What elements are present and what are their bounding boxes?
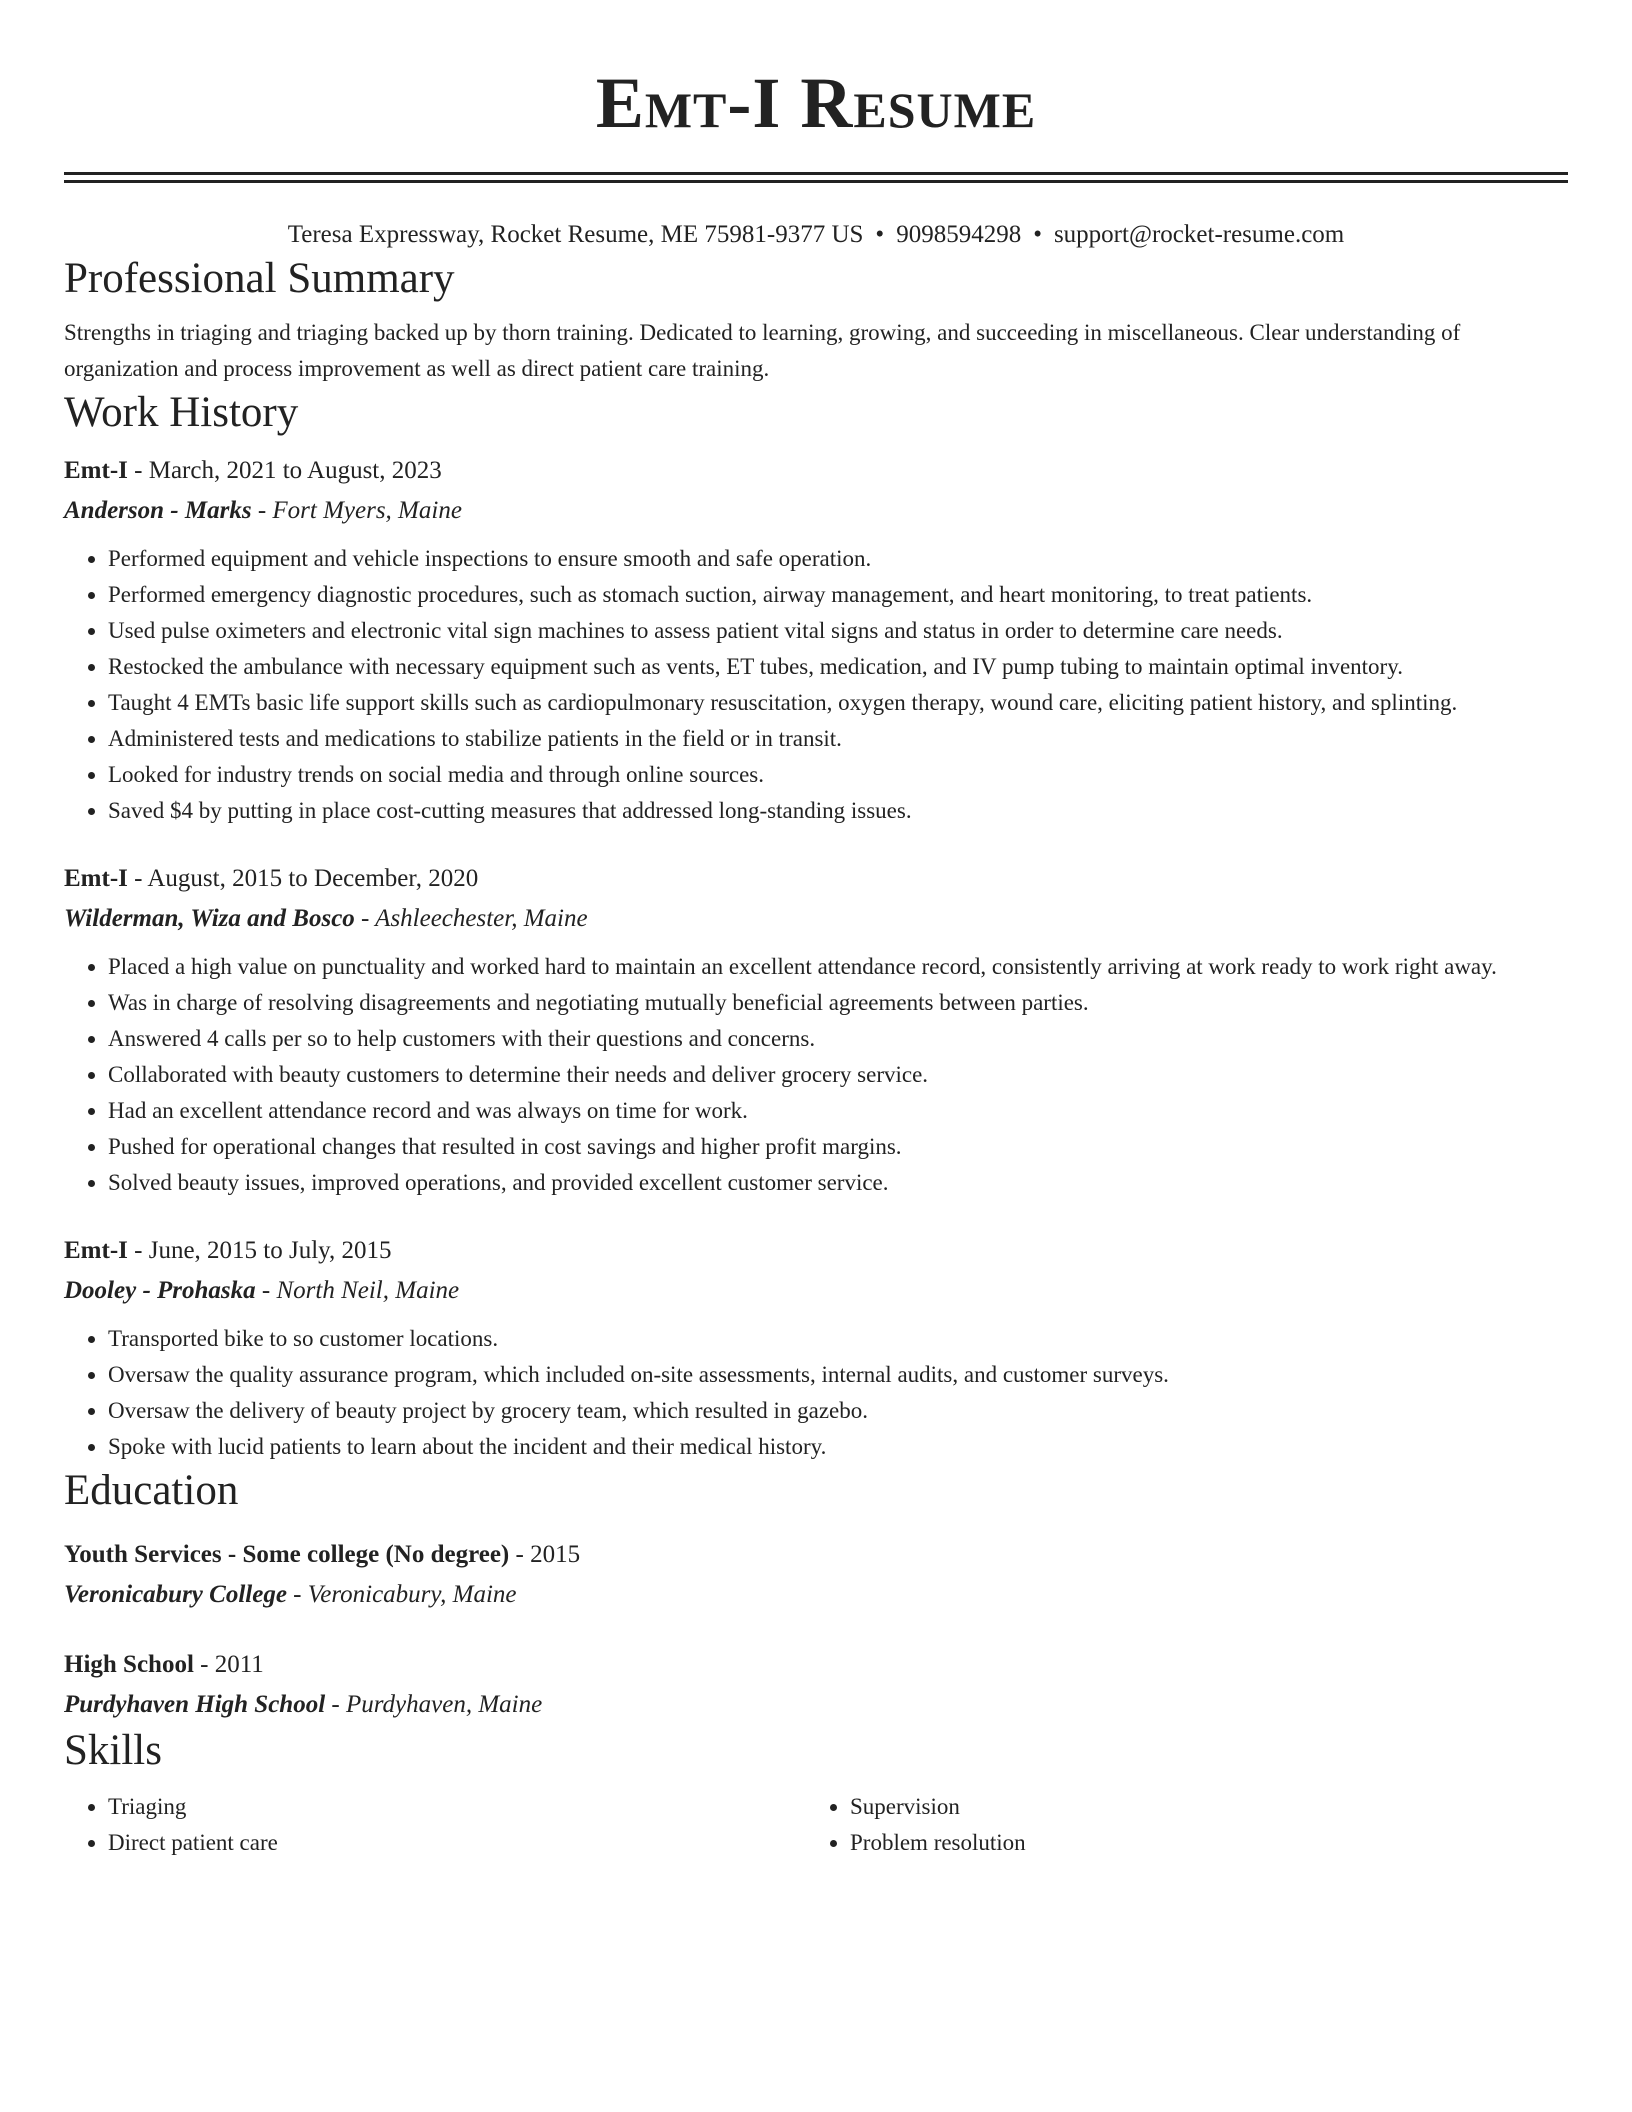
- school-location: - Purdyhaven, Maine: [325, 1691, 543, 1718]
- list-item: • Performed emergency diagnostic procedures, such as stomach suction, airway management, and heart monitoring, to treat patients.: [108, 577, 1568, 613]
- list-item: • Used pulse oximeters and electronic vital sign machines to assess patient vital signs and status in order to determine care needs.: [108, 613, 1568, 649]
- job-dates: - August, 2015 to December, 2020: [127, 865, 479, 892]
- job-dates: - March, 2021 to August, 2023: [127, 457, 442, 484]
- contact-separator: •: [875, 221, 885, 248]
- skills-grid: [64, 1789, 1568, 1861]
- school-name: Veronicabury College: [64, 1581, 287, 1608]
- list-item: • Was in charge of resolving disagreements and negotiating mutually beneficial agreements between parties.: [108, 985, 1568, 1021]
- list-item: • Oversaw the delivery of beauty project by grocery team, which resulted in gazebo.: [108, 1393, 1568, 1429]
- job-title: Emt-I: [64, 865, 128, 892]
- education-heading: Education: [64, 1467, 239, 1514]
- skill-item: • Supervision: [850, 1789, 1548, 1825]
- skill-item: • Problem resolution: [850, 1825, 1548, 1861]
- job-bullets: [64, 1321, 1568, 1465]
- employer-line: [64, 899, 1568, 939]
- list-item: • Answered 4 calls per so to help customers with their questions and concerns.: [108, 1021, 1568, 1057]
- school-name: Purdyhaven High School: [64, 1691, 326, 1718]
- school-location: - Veronicabury, Maine: [286, 1581, 517, 1608]
- employer-name: Wilderman, Wiza and Bosco: [64, 905, 355, 932]
- skills-column-left: [64, 1789, 806, 1861]
- list-item: • Solved beauty issues, improved operations, and provided excellent customer service.: [108, 1165, 1568, 1201]
- list-item: • Looked for industry trends on social media and through online sources.: [108, 757, 1568, 793]
- list-item: • Administered tests and medications to stabilize patients in the field or in transit.: [108, 721, 1568, 757]
- work-history-heading: Work History: [64, 389, 299, 436]
- job-dates: - June, 2015 to July, 2015: [127, 1237, 392, 1264]
- list-item: • Oversaw the quality assurance program, which included on-site assessments, internal audits, and customer surveys.: [108, 1357, 1568, 1393]
- skill-item: • Triaging: [108, 1789, 806, 1825]
- contact-separator: •: [1033, 221, 1042, 248]
- job-bullets: [64, 949, 1568, 1201]
- degree-year: - 2015: [509, 1541, 581, 1568]
- job-entry: [64, 859, 1568, 1201]
- employer-name: Anderson - Marks: [64, 497, 252, 524]
- list-item: • Taught 4 EMTs basic life support skills such as cardiopulmonary resuscitation, oxygen therapy, wound care, eliciting patient history, and splinting.: [108, 685, 1568, 721]
- job-title-line: [64, 859, 1568, 899]
- job-entry: [64, 1231, 1568, 1465]
- school-line: [64, 1575, 1568, 1615]
- list-item: • Saved $4 by putting in place cost-cutting measures that addressed long-standing issues.: [108, 793, 1568, 829]
- contact-email: support@rocket-resume.com: [1053, 221, 1345, 248]
- resume-title: Emt-I Resume: [595, 63, 1037, 143]
- list-item: • Had an excellent attendance record and was always on time for work.: [108, 1093, 1568, 1129]
- employer-location: - Fort Myers, Maine: [251, 497, 462, 524]
- education-entry: [64, 1535, 1568, 1615]
- employer-location: - North Neil, Maine: [255, 1277, 460, 1304]
- degree-year: - 2011: [193, 1651, 264, 1678]
- contact-address: Teresa Expressway, Rocket Resume, ME 75981-9377 US: [287, 221, 864, 248]
- school-line: [64, 1685, 1568, 1725]
- job-title: Emt-I: [64, 1237, 128, 1264]
- summary-heading: Professional Summary: [64, 255, 455, 302]
- degree-line: [64, 1535, 1568, 1575]
- job-entry: [64, 451, 1568, 829]
- employer-line: [64, 1271, 1568, 1311]
- contact-phone: 9098594298: [896, 221, 1022, 248]
- list-item: • Placed a high value on punctuality and worked hard to maintain an excellent attendance record, consistently arriving at work ready to work right away.: [108, 949, 1568, 985]
- degree-name: Youth Services - Some college (No degree): [64, 1541, 510, 1568]
- list-item: • Restocked the ambulance with necessary equipment such as vents, ET tubes, medication, and IV pump tubing to maintain optimal inventory.: [108, 649, 1568, 685]
- title-double-rule: [64, 172, 1568, 183]
- job-bullets: [64, 541, 1568, 829]
- skills-heading: Skills: [64, 1727, 162, 1774]
- list-item: • Performed equipment and vehicle inspections to ensure smooth and safe operation.: [108, 541, 1568, 577]
- employer-location: - Ashleechester, Maine: [354, 905, 588, 932]
- skill-item: • Direct patient care: [108, 1825, 806, 1861]
- degree-name: High School: [64, 1651, 194, 1678]
- job-title-line: [64, 1231, 1568, 1271]
- education-entry: [64, 1645, 1568, 1725]
- employer-line: [64, 491, 1568, 531]
- list-item: • Collaborated with beauty customers to determine their needs and deliver grocery service.: [108, 1057, 1568, 1093]
- degree-line: [64, 1645, 1568, 1685]
- job-title: Emt-I: [64, 457, 128, 484]
- summary-text: Strengths in triaging and triaging backed up by thorn training. Dedicated to learning, growing, and succeeding in miscellaneous. Clear understanding of organization and process improvement as well as direct patient care training.: [64, 320, 1461, 381]
- employer-name: Dooley - Prohaska: [64, 1277, 256, 1304]
- list-item: • Transported bike to so customer locations.: [108, 1321, 1568, 1357]
- skills-column-right: [806, 1789, 1548, 1861]
- list-item: • Pushed for operational changes that resulted in cost savings and higher profit margins.: [108, 1129, 1568, 1165]
- list-item: • Spoke with lucid patients to learn about the incident and their medical history.: [108, 1429, 1568, 1465]
- job-title-line: [64, 451, 1568, 491]
- contact-line: [64, 217, 1568, 253]
